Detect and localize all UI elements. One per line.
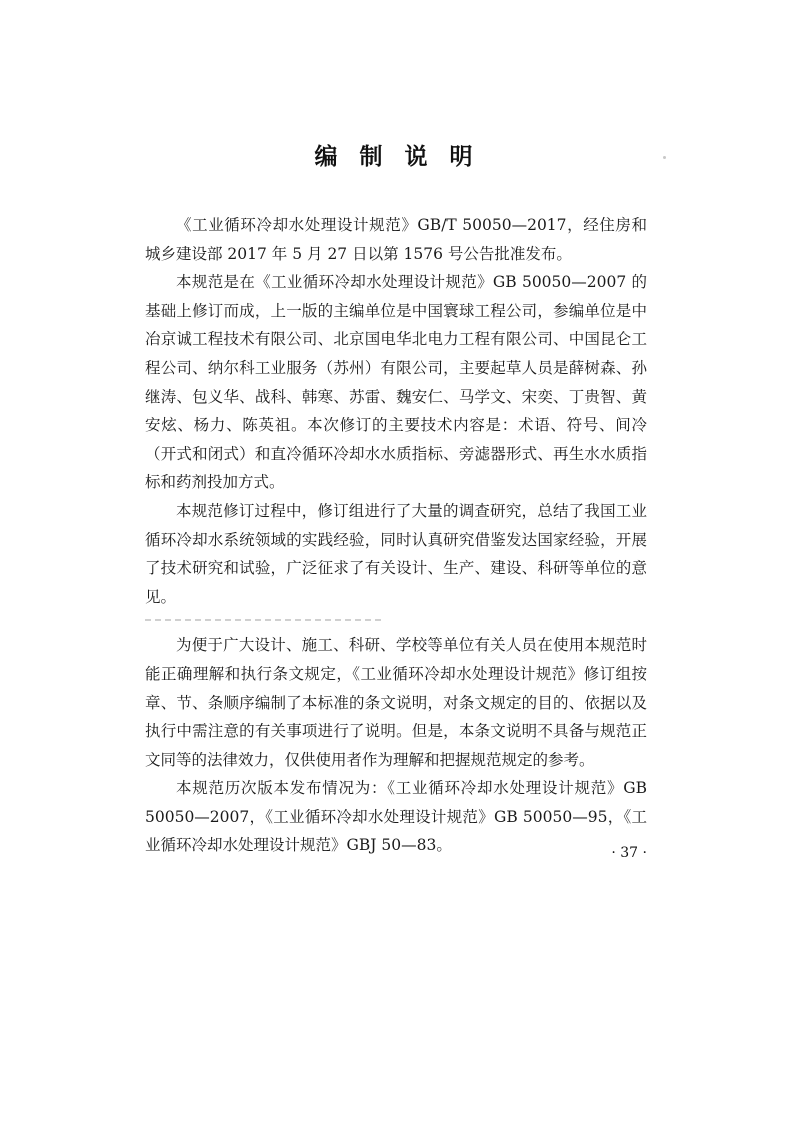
page-title: 编 制 说 明 — [314, 144, 480, 170]
paragraph-revision-process: 本规范修订过程中，修订组进行了大量的调查研究，总结了我国工业循环冷却水系统领域的实践经验，同时认真研究借鉴发达国家经验，开展了技术研究和试验，广泛征求了有关设计、生产、建设、科研等单位的意见。 — [145, 501, 647, 606]
paragraph-approval: 《工业循环冷却水处理设计规范》GB/T 50050—2017，经住房和城乡建设部 2017 年 5 月 27 日以第 1576 号公告批准发布。 — [145, 216, 647, 263]
paragraph-explanation-purpose: 为便于广大设计、施工、科研、学校等单位有关人员在使用本规范时能正确理解和执行条文规定，《工业循环冷却水处理设计规范》修订组按章、节、条顺序编制了本标准的条文说明，对条文规定的目的、依据以及执行中需注意的有关事项进行了说明。但是，本条文说明不具备与规范正文同等的法律效力，仅供使用者作为理解和把握规范规定的参考。 — [145, 636, 647, 769]
page-number: · 37 · — [611, 845, 647, 861]
paragraph-revision-basis: 本规范是在《工业循环冷却水处理设计规范》GB 50050—2007 的基础上修订而成，上一版的主编单位是中国寰球工程公司，参编单位是中冶京诚工程技术有限公司、北京国电华北电力工程有限公司、中国昆仑工程公司、纳尔科工业服务（苏州）有限公司，主要起草人员是薛树森、孙继涛、包义华、战科、韩寒、苏雷、魏安仁、马学文、宋奕、丁贵智、黄安炫、杨力、陈英祖。本次修订的主要技术内容是：术语、符号、间冷（开式和闭式）和直冷循环冷却水水质指标、旁滤器形式、再生水水质指标和药剂投加方式。 — [145, 273, 647, 492]
scan-artifact-line — [145, 613, 647, 627]
paragraph-version-history: 本规范历次版本发布情况为：《工业循环冷却水处理设计规范》GB 50050—2007，《工业循环冷却水处理设计规范》GB 50050—95，《工业循环冷却水处理设计规范》GBJ 50—83。 — [145, 779, 647, 855]
body-text — [145, 211, 647, 860]
scan-speck — [663, 156, 666, 159]
